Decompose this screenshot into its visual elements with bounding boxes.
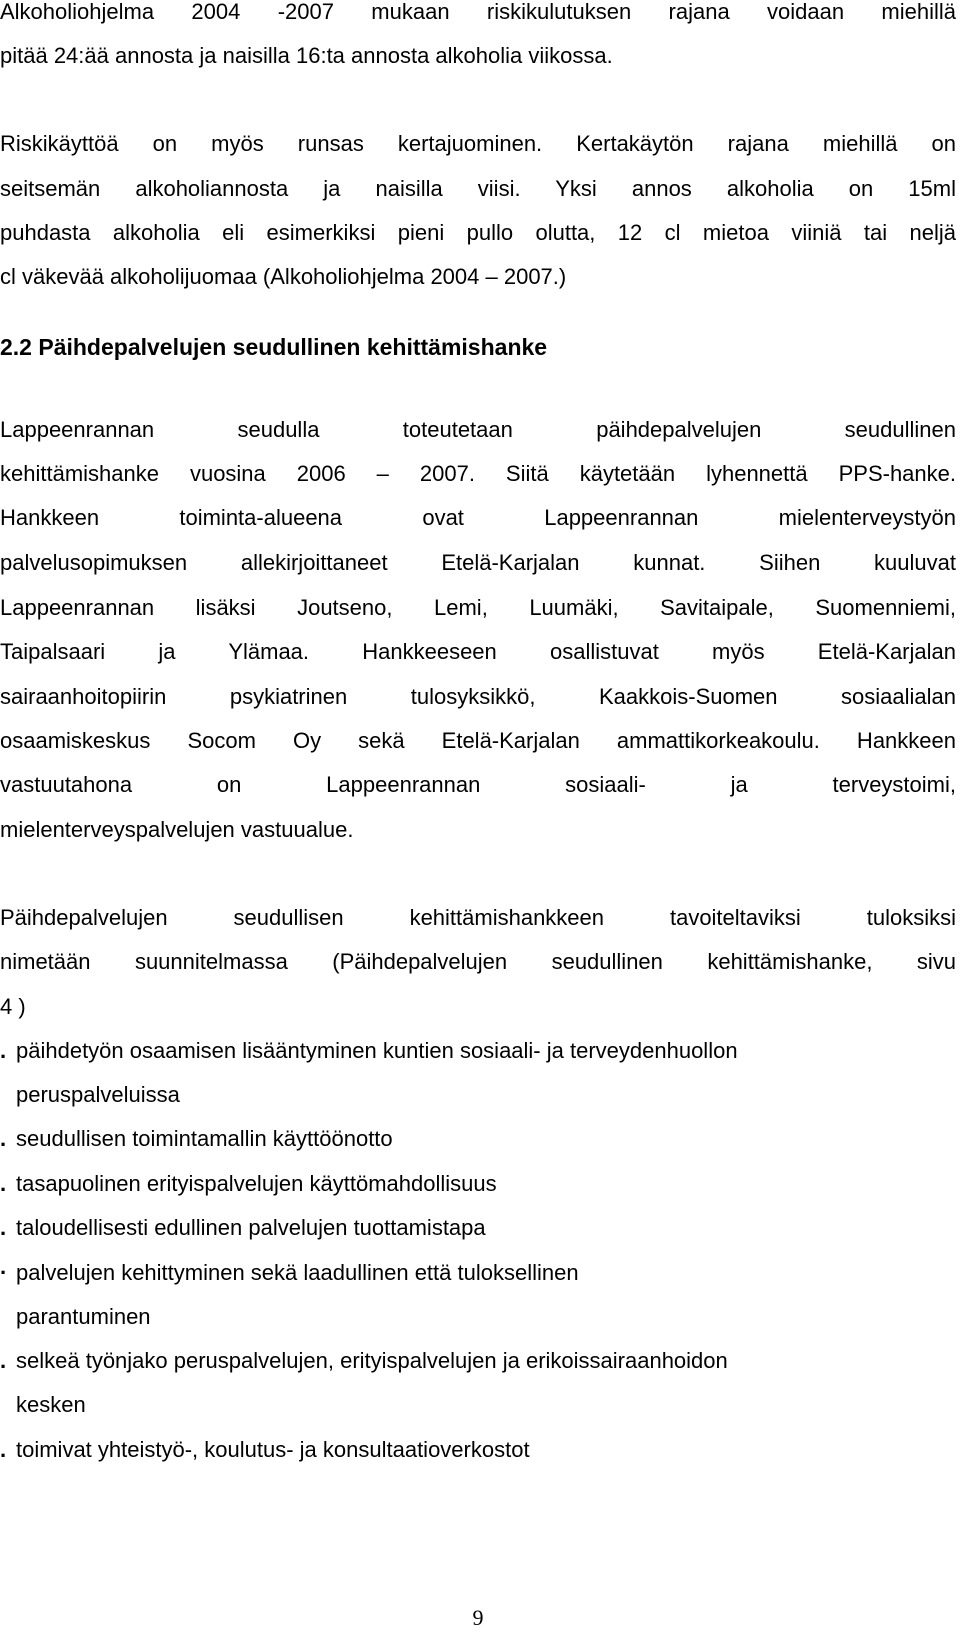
bullet-mark: . xyxy=(0,1038,7,1063)
text-line: Taipalsaari ja Ylämaa. Hankkeeseen osallistuvat myös Etelä-Karjalan xyxy=(0,639,956,664)
list-item xyxy=(0,1214,940,1242)
text-line: Alkoholiohjelma 2004 -2007 mukaan riskikulutuksen rajana voidaan miehillä xyxy=(0,0,956,24)
list-item xyxy=(0,1170,940,1198)
text-line: Hankkeen toiminta-alueena ovat Lappeenrannan mielenterveystyön xyxy=(0,505,956,530)
bullet-mark: . xyxy=(0,1215,7,1240)
list-item xyxy=(0,1436,940,1464)
list-item-text: toimivat yhteistyö-, koulutus- ja konsultaatioverkostot xyxy=(16,1437,530,1462)
text-line: Lappeenrannan lisäksi Joutseno, Lemi, Luumäki, Savitaipale, Suomenniemi, xyxy=(0,595,956,620)
text-line: Lappeenrannan seudulla toteutetaan päihdepalvelujen seudullinen xyxy=(0,417,956,442)
text-line: puhdasta alkoholia eli esimerkiksi pieni pullo olutta, 12 cl mietoa viiniä tai neljä xyxy=(0,220,956,245)
text-line: sairaanhoitopiirin psykiatrinen tulosyksikkö, Kaakkois-Suomen sosiaalialan xyxy=(0,684,956,709)
bullet-mark: · xyxy=(0,1260,8,1285)
text-line: 4 ) xyxy=(0,994,26,1019)
list-item-continuation: kesken xyxy=(16,1392,86,1417)
text-line: kehittämishanke vuosina 2006 – 2007. Siitä käytetään lyhennettä PPS-hanke. xyxy=(0,461,956,486)
text-line: palvelusopimuksen allekirjoittaneet Etelä-Karjalan kunnat. Siihen kuuluvat xyxy=(0,550,956,575)
text-line: cl väkevää alkoholijuomaa (Alkoholiohjelma 2004 – 2007.) xyxy=(0,264,567,289)
bullet-mark: . xyxy=(0,1437,7,1462)
text-line: Päihdepalvelujen seudullisen kehittämishankkeen tavoiteltaviksi tuloksiksi xyxy=(0,905,956,930)
list-item-text: päihdetyön osaamisen lisääntyminen kuntien sosiaali- ja terveydenhuollon xyxy=(16,1038,738,1063)
list-item-text: taloudellisesti edullinen palvelujen tuottamistapa xyxy=(16,1215,486,1240)
list-item-continuation: peruspalveluissa xyxy=(16,1082,180,1107)
bullet-mark: . xyxy=(0,1126,7,1151)
text-line: vastuutahona on Lappeenrannan sosiaali- ja terveystoimi, xyxy=(0,772,956,797)
list-item xyxy=(0,1259,940,1287)
text-line: Riskikäyttöä on myös runsas kertajuominen. Kertakäytön rajana miehillä on xyxy=(0,131,956,156)
list-item-continuation: parantuminen xyxy=(16,1304,151,1329)
list-item-text: tasapuolinen erityispalvelujen käyttömahdollisuus xyxy=(16,1171,497,1196)
section-heading: 2.2 Päihdepalvelujen seudullinen kehittämishanke xyxy=(0,334,548,360)
bullet-mark: . xyxy=(0,1348,7,1373)
list-item-text: palvelujen kehittyminen sekä laadullinen että tuloksellinen xyxy=(16,1260,579,1285)
text-line: mielenterveyspalvelujen vastuualue. xyxy=(0,817,354,842)
page-number: 9 xyxy=(472,1605,484,1630)
text-line: osaamiskeskus Socom Oy sekä Etelä-Karjalan ammattikorkeakoulu. Hankkeen xyxy=(0,728,956,753)
list-item xyxy=(0,1037,940,1065)
bullet-mark: . xyxy=(0,1171,7,1196)
list-item-text: selkeä työnjako peruspalvelujen, erityispalvelujen ja erikoissairaanhoidon xyxy=(16,1348,728,1373)
list-item-text: seudullisen toimintamallin käyttöönotto xyxy=(16,1126,393,1151)
text-line: seitsemän alkoholiannosta ja naisilla viisi. Yksi annos alkoholia on 15ml xyxy=(0,176,956,201)
text-line: nimetään suunnitelmassa (Päihdepalvelujen seudullinen kehittämishanke, sivu xyxy=(0,949,956,974)
list-item xyxy=(0,1347,940,1375)
list-item xyxy=(0,1125,940,1153)
text-line: pitää 24:ää annosta ja naisilla 16:ta annosta alkoholia viikossa. xyxy=(0,43,613,68)
